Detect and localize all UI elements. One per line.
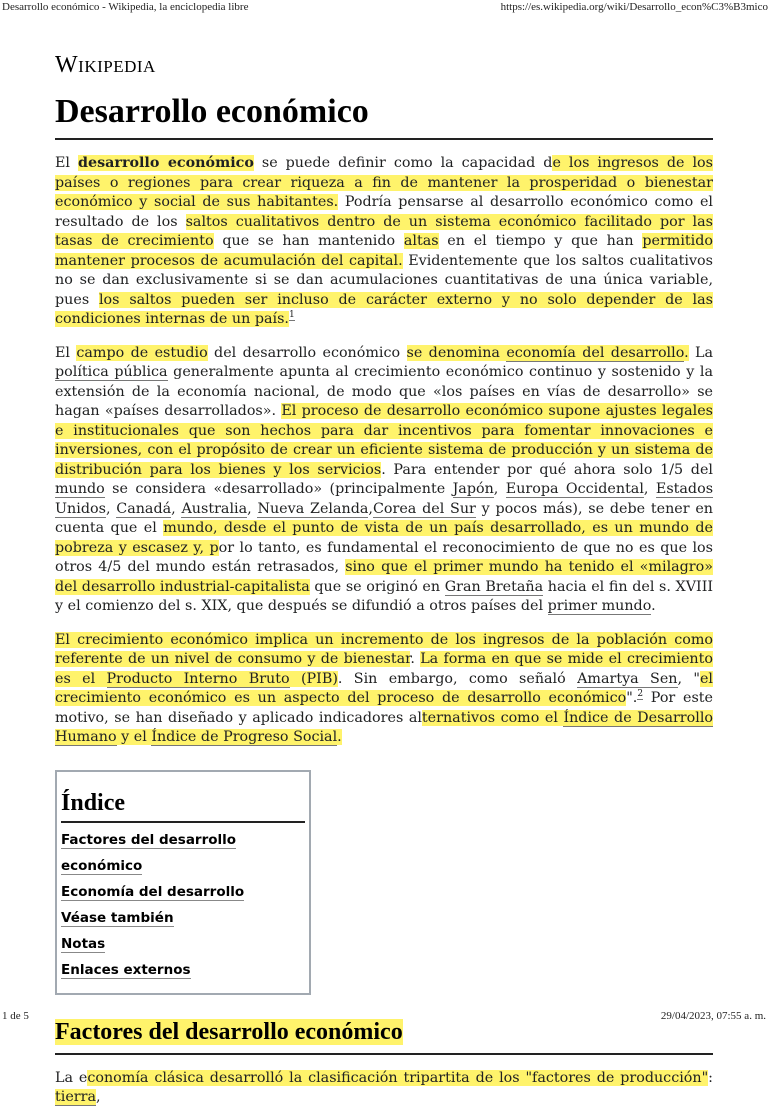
print-page-title: Desarrollo económico - Wikipedia, la enciclopedia libre [2, 1, 249, 13]
link-economia-desarrollo[interactable]: economía del desarrollo [506, 344, 685, 361]
paragraph-intro-1: El desarrollo económico se puede definir como la capacidad de los ingresos de los países o regiones para crear riqueza a fin de mantener la prosperidad o bienestar económico y social de sus habitantes. Podría pensarse al desarrollo económico como el resultado de los saltos cualitativos dentro de un sistema económico facilitado por las tasas de crecimiento que se han mantenido altas en el tiempo y que han permitido mantener procesos de acumulación del capital. Evidentemente que los saltos cualitativos no se dan exclusivamente si se dan acumulaciones cuantitativas de una única variable, pues los saltos pueden ser incluso de carácter externo y no solo depender de las condiciones internas de un país.$^1$ [55, 155, 713, 327]
print-footer [0, 1008, 768, 1024]
print-datetime: 29/04/2023, 07:55 a. m. [660, 1010, 766, 1022]
link-pib[interactable]: Producto Interno Bruto [106, 670, 290, 687]
link-ips[interactable]: Índice de Progreso Social [151, 729, 338, 745]
link-gran-bretana[interactable]: Gran Bretaña [444, 578, 544, 595]
footnote-link[interactable]: 2 [637, 689, 644, 700]
link-politica-publica[interactable]: política pública [55, 364, 168, 380]
print-page-number: 1 de 5 [2, 1010, 29, 1022]
article-content [55, 50, 713, 1108]
table-of-contents [55, 770, 311, 995]
bold-term: desarrollo económico [78, 155, 254, 171]
link-corea-del-sur[interactable]: Corea del Sur [372, 500, 476, 517]
page-title: Desarrollo económico [55, 92, 713, 140]
link-amartya-sen[interactable]: Amartya Sen [577, 670, 678, 687]
print-header [0, 0, 768, 16]
link-canada[interactable]: Canadá [116, 500, 172, 517]
toc-item-economia-desarrollo[interactable]: Economía del desarrollo [61, 883, 245, 900]
link-europa-occidental[interactable]: Europa Occidental [505, 481, 644, 497]
wikipedia-wordmark: Wikipedia [55, 52, 156, 78]
toc-item-notas[interactable]: Notas [61, 935, 106, 952]
footnote-link[interactable]: 1 [288, 310, 295, 321]
link-australia[interactable]: Australia [181, 500, 248, 517]
paragraph-intro-3: El crecimiento económico implica un incremento de los ingresos de la población como referente de un nivel de consumo y de bienestar. La forma en que se mide el crecimiento es el Producto Interno Bruto (PIB). Sin embargo, como señaló Amartya Sen, "el crecimiento económico es un aspecto del proceso de desarrollo económico".$^2$ Por este motivo, se han diseñado y aplicado indicadores alternativos como el Índice de Desarrollo Humano y el Índice de Progreso Social. [55, 631, 714, 745]
link-nueva-zelanda[interactable]: Nueva Zelanda [257, 500, 369, 517]
link-primer-mundo[interactable]: primer mundo [547, 598, 652, 614]
link-tierra[interactable]: tierra [55, 1089, 96, 1105]
paragraph-intro-2: El campo de estudio del desarrollo económico se denomina economía del desarrollo. La política pública generalmente apunta al crecimiento económico continuo y sostenido y la extensión de la economía nacional, de modo que «los países en vías de desarrollo» se hagan «países desarrollados». El proceso de desarrollo económico supone ajustes legales e institucionales que son hechos para dar incentivos para fomentar innovaciones e inversiones, con el propósito de crear un eficiente sistema de producción y un sistema de distribución para los bienes y los servicios. Para entender por qué ahora solo 1/5 del mundo se considera «desarrollado» (principalmente Japón, Europa Occidental, Estados Unidos, Canadá, Australia, Nueva Zelanda,Corea del Sur y pocos más), se debe tener en cuenta que el mundo, desde el punto de vista de un país desarrollado, es un mundo de pobreza y escasez y, por lo tanto, es fundamental el reconocimiento de que no es que los otros 4/5 del mundo están retrasados, sino que el primer mundo ha tenido el «milagro» del desarrollo industrial-capitalista que se originó en Gran Bretaña hacia el fin del s. XVIII y el comienzo del s. XIX, que después se difundió a otros países del primer mundo. [55, 344, 714, 614]
toc-item-vease-tambien[interactable]: Véase también [61, 909, 174, 926]
link-mundo[interactable]: mundo [55, 481, 105, 497]
link-estados-unidos[interactable]: Estados Unidos [55, 481, 714, 517]
toc-title: Índice [61, 786, 305, 823]
toc-item-enlaces-externos[interactable]: Enlaces externos [61, 961, 191, 978]
toc-item-factores[interactable]: Factores del desarrollo económico [61, 831, 237, 874]
print-url: https://es.wikipedia.org/wiki/Desarrollo_econ%C3%B3mico [500, 1, 768, 13]
section-heading-factores: Factores del desarrollo económico [55, 1017, 713, 1055]
paragraph-factores: La economía clásica desarrolló la clasificación tripartita de los "factores de producción": tierra, [55, 1069, 713, 1105]
link-idh[interactable]: Índice de Desarrollo Humano [55, 709, 713, 745]
link-japon[interactable]: Japón [452, 481, 494, 497]
